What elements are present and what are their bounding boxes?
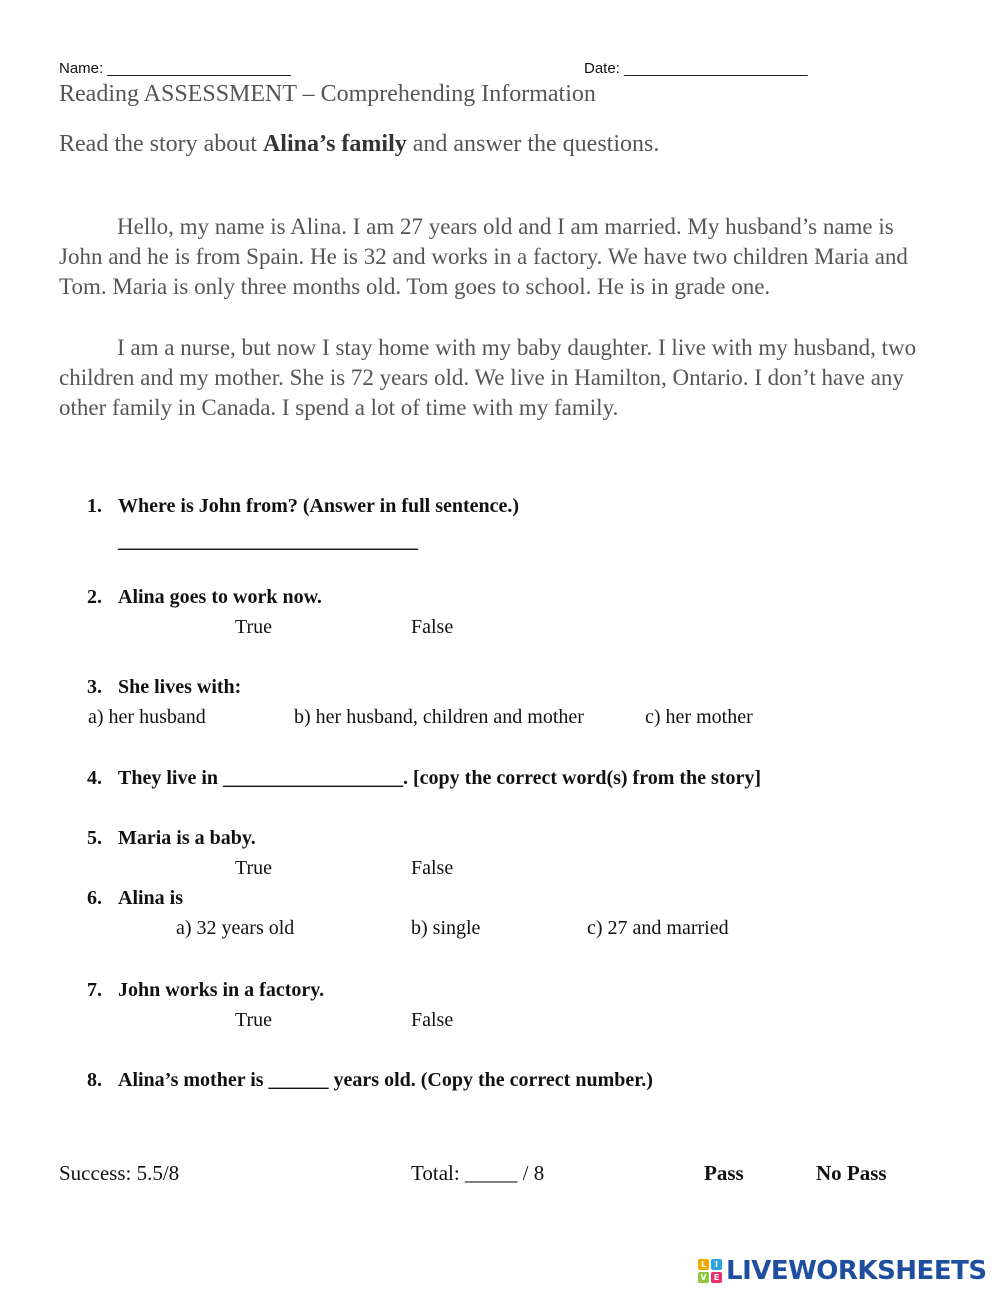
question-8-text[interactable]: Alina’s mother is ______ years old. (Copy the correct number.)	[118, 1069, 653, 1091]
instruction-prefix: Read the story about	[59, 131, 263, 157]
question-2-text: Alina goes to work now.	[118, 586, 322, 608]
question-2-number: 2.	[87, 586, 102, 608]
instruction-bold: Alina’s family	[262, 131, 407, 157]
question-2-option-true[interactable]: True	[235, 616, 273, 638]
logo-tile-l: L	[698, 1259, 709, 1270]
question-1-answer-line[interactable]: ______________________________	[118, 530, 418, 552]
story-paragraph-1: Hello, my name is Alina. I am 27 years old and I am married. My husband’s name is John and he is from Spain. He is 32 and works in a factory. We have two children Maria and Tom. Maria is only three months old. Tom goes to school. He is in grade one.	[59, 214, 908, 299]
question-2-option-false[interactable]: False	[411, 616, 454, 638]
pass-label: Pass	[704, 1161, 744, 1185]
question-6-text: Alina is	[118, 887, 184, 909]
question-3-option-c[interactable]: c) her mother	[645, 706, 753, 728]
question-3-option-b[interactable]: b) her husband, children and mother	[294, 706, 584, 728]
question-1-number: 1.	[87, 495, 102, 517]
liveworksheets-logo-icon	[698, 1259, 722, 1283]
question-1-text: Where is John from? (Answer in full sentence.)	[118, 495, 520, 517]
success-score: Success: 5.5/8	[59, 1161, 180, 1185]
logo-tile-e: E	[711, 1272, 722, 1283]
date-field[interactable]: Date: ______________________	[584, 60, 808, 77]
question-3-text: She lives with:	[118, 676, 242, 698]
logo-tile-i: I	[711, 1259, 722, 1270]
question-7-text: John works in a factory.	[118, 979, 325, 1001]
question-4-number: 4.	[87, 767, 102, 789]
question-3-number: 3.	[87, 676, 102, 698]
logo-tile-v: V	[698, 1272, 709, 1283]
liveworksheets-logo	[698, 1255, 987, 1287]
question-5-option-false[interactable]: False	[411, 857, 454, 879]
story-paragraph-2: I am a nurse, but now I stay home with my baby daughter. I live with my husband, two children and my mother. She is 72 years old. We live in Hamilton, Ontario. I don’t have any other family in Canada. I spend a lot of time with my family.	[59, 335, 917, 420]
question-5-option-true[interactable]: True	[235, 857, 273, 879]
question-8-number: 8.	[87, 1069, 102, 1091]
no-pass-label: No Pass	[816, 1161, 887, 1185]
page-title: Reading ASSESSMENT – Comprehending Information	[59, 81, 596, 107]
question-7-option-true[interactable]: True	[235, 1009, 273, 1031]
question-7-number: 7.	[87, 979, 102, 1001]
instruction-text	[59, 131, 659, 158]
question-6-number: 6.	[87, 887, 102, 909]
question-7-option-false[interactable]: False	[411, 1009, 454, 1031]
name-field[interactable]: Name: ______________________	[59, 60, 291, 77]
question-5-number: 5.	[87, 827, 102, 849]
question-6-option-c[interactable]: c) 27 and married	[587, 917, 729, 939]
question-4-text[interactable]: They live in __________________. [copy the correct word(s) from the story]	[118, 767, 762, 789]
question-6-option-b[interactable]: b) single	[411, 917, 481, 939]
liveworksheets-wordmark: LIVEWORKSHEETS	[726, 1256, 987, 1286]
question-3-option-a[interactable]: a) her husband	[88, 706, 206, 728]
total-score: Total: _____ / 8	[411, 1161, 545, 1185]
question-5-text: Maria is a baby.	[118, 827, 256, 849]
question-6-option-a[interactable]: a) 32 years old	[176, 917, 295, 939]
instruction-suffix: and answer the questions.	[406, 131, 660, 157]
